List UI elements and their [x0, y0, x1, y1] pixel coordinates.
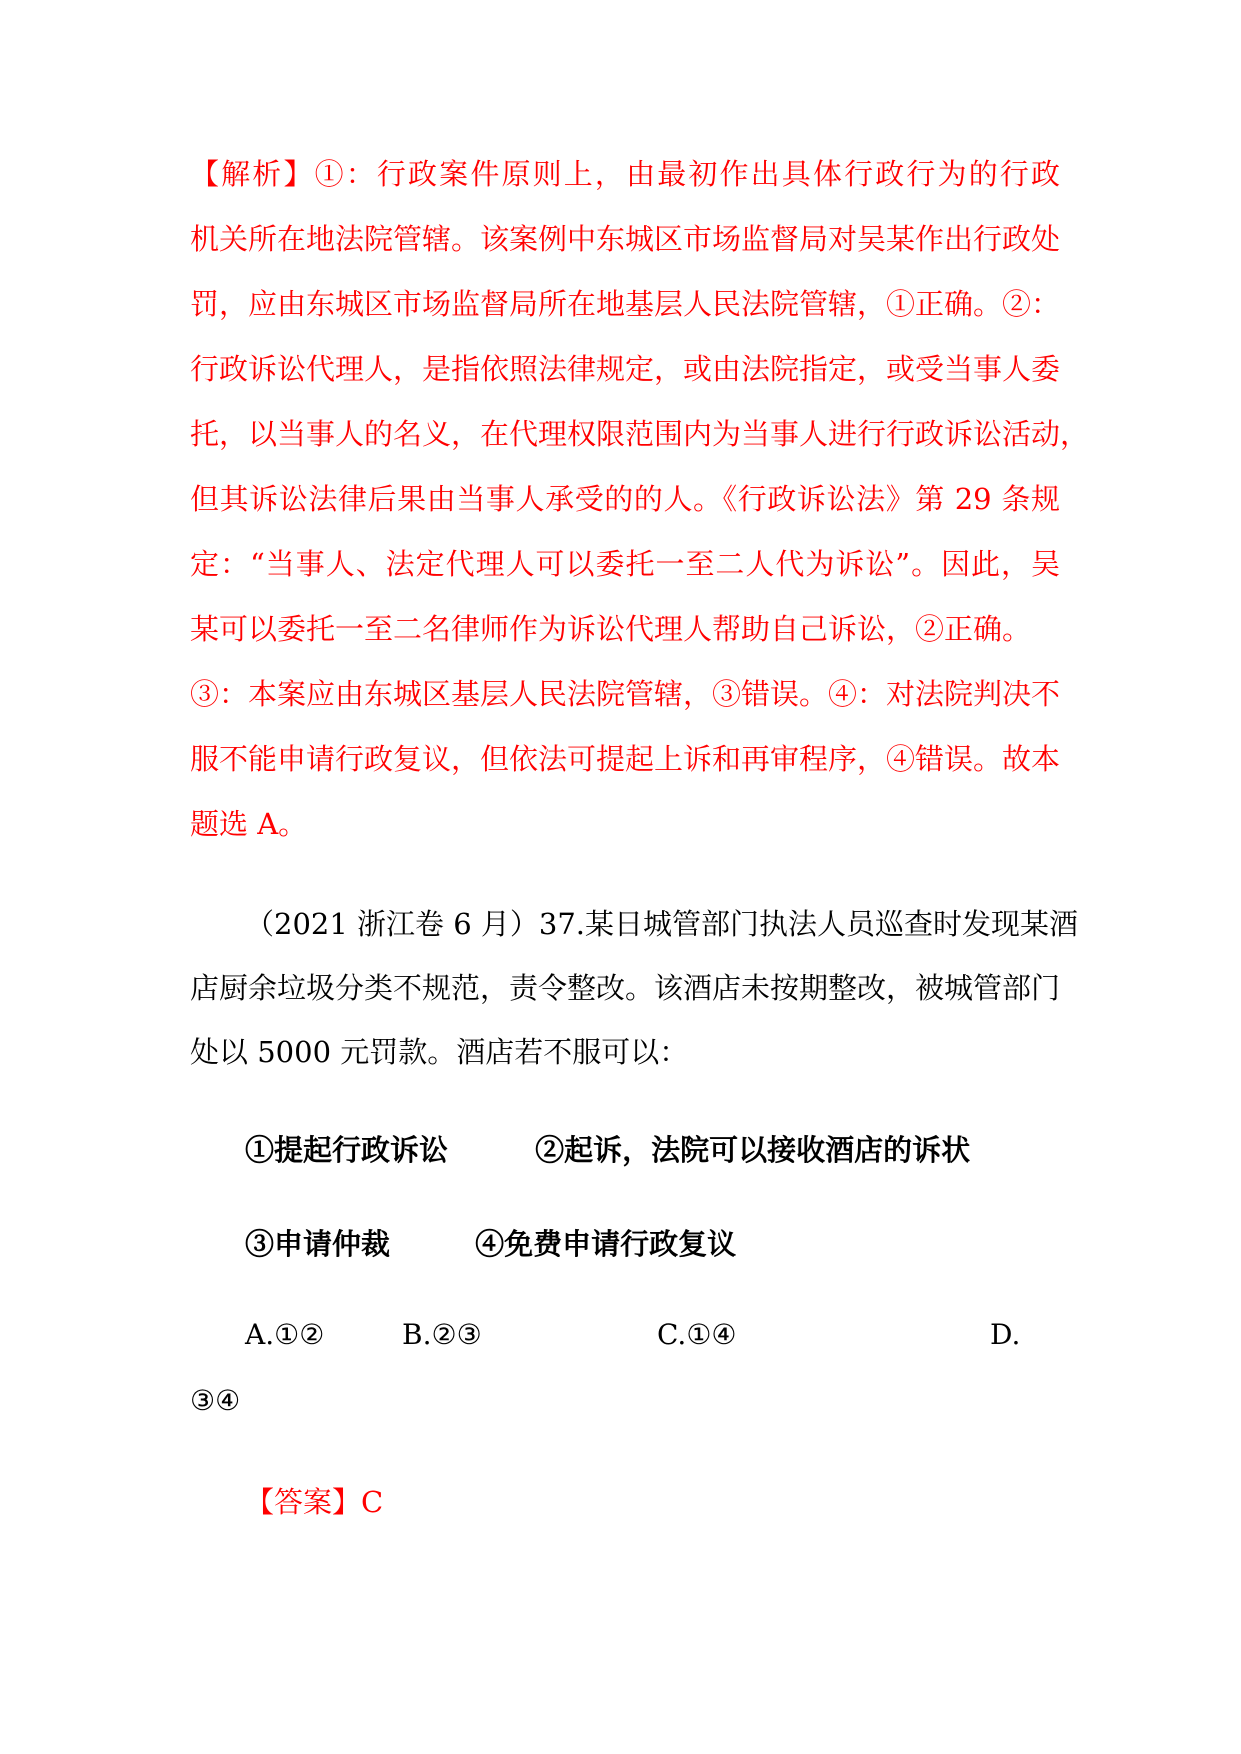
choice-d-wrap[interactable]: ③④: [190, 1384, 241, 1417]
analysis-line: ③：本案应由东城区基层人民法院管辖，③错误。④：对法院判决不: [190, 677, 1061, 711]
question-stem: [190, 907, 1079, 1100]
question-line: （2021 浙江卷 6 月）37.某日城管部门执法人员巡查时发现某酒: [245, 907, 1079, 941]
choice-b[interactable]: B.②③: [402, 1318, 482, 1351]
statements-row-1: [245, 1128, 970, 1169]
analysis-line: 但其诉讼法律后果由当事人承受的的人。《行政诉讼法》第 29 条规: [190, 482, 1060, 516]
analysis-line: 服不能申请行政复议，但依法可提起上诉和再审程序，④错误。故本: [190, 742, 1061, 776]
analysis-block: [190, 157, 1090, 873]
analysis-line: 机关所在地法院管辖。该案例中东城区市场监督局对吴某作出行政处: [190, 222, 1061, 256]
answer-line: 【答案】C: [245, 1485, 384, 1519]
analysis-line: 某可以委托一至二名律师作为诉讼代理人帮助自己诉讼，②正确。: [190, 612, 1032, 646]
analysis-line: 行政诉讼代理人，是指依照法律规定，或由法院指定，或受当事人委: [190, 352, 1061, 386]
choice-c[interactable]: C.①④: [657, 1318, 737, 1351]
statement-4: ④免费申请行政复议: [475, 1227, 737, 1261]
question-line: 处以 5000 元罚款。酒店若不服可以：: [190, 1035, 689, 1069]
statement-3: ③申请仲裁: [245, 1227, 391, 1261]
statement-2: ②起诉，法院可以接收酒店的诉状: [535, 1133, 971, 1167]
analysis-line: 【解析】①：行政案件原则上，由最初作出具体行政行为的行政: [190, 157, 1060, 191]
answer-choices: [245, 1318, 1060, 1358]
analysis-line: 题选 A。: [190, 807, 308, 841]
choice-d[interactable]: D.: [990, 1318, 1021, 1351]
analysis-line: 定：“当事人、法定代理人可以委托一至二人代为诉讼”。因此，吴: [190, 547, 1060, 581]
choice-a[interactable]: A.①②: [245, 1318, 325, 1351]
analysis-line: 托，以当事人的名义，在代理权限范围内为当事人进行行政诉讼活动，: [190, 417, 1090, 451]
statement-1: ①提起行政诉讼: [245, 1133, 449, 1167]
question-line: 店厨余垃圾分类不规范，责令整改。该酒店未按期整改，被城管部门: [190, 971, 1061, 1005]
statements-row-2: [245, 1222, 736, 1263]
analysis-line: 罚，应由东城区市场监督局所在地基层人民法院管辖，①正确。②：: [190, 287, 1061, 321]
